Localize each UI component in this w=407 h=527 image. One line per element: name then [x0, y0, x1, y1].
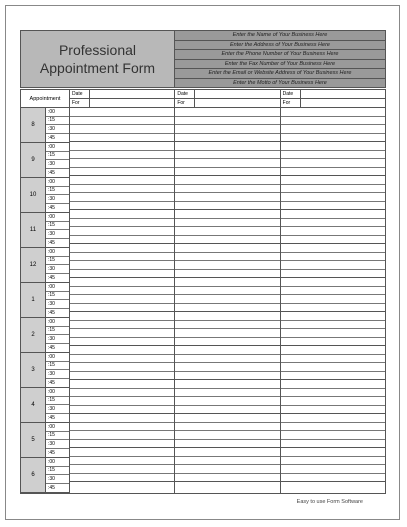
appointment-slot[interactable]	[281, 261, 385, 270]
appointment-slot[interactable]	[281, 414, 385, 423]
appointment-slot[interactable]	[175, 108, 279, 117]
minute-label: :15	[46, 327, 69, 336]
appointment-slot[interactable]	[281, 431, 385, 440]
appointment-slot[interactable]	[175, 457, 279, 466]
hour-label: 3	[21, 353, 46, 387]
day-column-header	[175, 90, 280, 107]
date-field[interactable]	[195, 90, 279, 98]
hour-block	[21, 178, 69, 213]
appointment-slot[interactable]	[175, 380, 279, 389]
form-title	[21, 31, 175, 87]
minute-label: :30	[46, 440, 69, 449]
appointment-slot[interactable]	[70, 312, 174, 321]
appointment-slot[interactable]	[175, 168, 279, 177]
appointment-slot[interactable]	[281, 176, 385, 185]
for-field[interactable]	[195, 99, 279, 107]
appointment-slot[interactable]	[175, 295, 279, 304]
appointment-slot[interactable]	[281, 108, 385, 117]
appointment-slot[interactable]	[175, 244, 279, 253]
hour-block	[21, 248, 69, 283]
appointment-slot[interactable]	[70, 474, 174, 483]
appointment-slot[interactable]	[281, 236, 385, 245]
appointment-slot[interactable]	[70, 457, 174, 466]
minute-label: :30	[46, 335, 69, 344]
minute-label: :15	[46, 292, 69, 301]
hour-block	[21, 388, 69, 423]
appointment-slot[interactable]	[70, 185, 174, 194]
appointment-slot[interactable]	[281, 151, 385, 160]
appointment-slot[interactable]	[281, 457, 385, 466]
business-address-field[interactable]: Enter the Address of Your Business Here	[175, 41, 385, 51]
minute-label: :30	[46, 300, 69, 309]
minute-label: :30	[46, 230, 69, 239]
appointment-slot[interactable]	[175, 440, 279, 449]
minute-label: :15	[46, 222, 69, 231]
appointment-slot[interactable]	[70, 346, 174, 355]
minute-label: :00	[46, 178, 69, 187]
appointment-slot[interactable]	[281, 448, 385, 457]
hour-block	[21, 143, 69, 178]
date-label: Date	[70, 90, 90, 98]
appointment-slot[interactable]	[281, 253, 385, 262]
appointment-slot[interactable]	[175, 431, 279, 440]
minute-label: :00	[46, 388, 69, 397]
time-slots	[21, 108, 385, 493]
appointment-label: Appointment	[21, 90, 70, 107]
minute-label: :15	[46, 362, 69, 371]
hour-label: 2	[21, 318, 46, 352]
hour-block	[21, 353, 69, 388]
minute-label: :15	[46, 117, 69, 126]
appointment-slot[interactable]	[175, 270, 279, 279]
minute-label: :45	[48, 134, 55, 141]
minute-label: :00	[46, 458, 69, 467]
minute-label: :15	[46, 152, 69, 161]
appointment-slot[interactable]	[175, 406, 279, 415]
minute-label: :45	[48, 239, 55, 246]
minute-label: :30	[46, 160, 69, 169]
appointment-slot[interactable]	[70, 423, 174, 432]
appointment-slot[interactable]	[175, 227, 279, 236]
appointment-slot[interactable]	[281, 338, 385, 347]
appointment-slot[interactable]	[175, 278, 279, 287]
appointment-slot[interactable]	[175, 117, 279, 126]
appointment-slot[interactable]	[281, 210, 385, 219]
appointment-slot[interactable]	[70, 304, 174, 313]
appointment-slot[interactable]	[281, 287, 385, 296]
for-label: For	[281, 99, 301, 107]
appointment-slot[interactable]	[175, 329, 279, 338]
appointment-slot[interactable]	[70, 355, 174, 364]
appointment-slot[interactable]	[70, 219, 174, 228]
appointment-slot[interactable]	[175, 159, 279, 168]
form-header	[20, 30, 386, 88]
appointment-slot[interactable]	[281, 270, 385, 279]
appointment-slot[interactable]	[70, 295, 174, 304]
appointment-slot[interactable]	[175, 363, 279, 372]
appointment-slot[interactable]	[175, 142, 279, 151]
appointment-slot[interactable]	[175, 355, 279, 364]
business-motto-field[interactable]: Enter the Motto of Your Business Here	[233, 79, 327, 86]
appointment-slot[interactable]	[281, 202, 385, 211]
appointment-slot[interactable]	[281, 397, 385, 406]
appointment-slot[interactable]	[281, 355, 385, 364]
appointment-slot[interactable]	[175, 414, 279, 423]
minute-label: :45	[48, 274, 55, 281]
appointment-slot[interactable]	[70, 448, 174, 457]
for-label: For	[70, 99, 90, 107]
appointment-grid	[20, 89, 386, 494]
for-field[interactable]	[90, 99, 174, 107]
appointment-slot[interactable]	[70, 210, 174, 219]
minute-label: :30	[46, 125, 69, 134]
appointment-slot[interactable]	[175, 304, 279, 313]
appointment-slot[interactable]	[70, 261, 174, 270]
appointment-slot[interactable]	[175, 210, 279, 219]
appointment-slot[interactable]	[70, 244, 174, 253]
appointment-slot[interactable]	[175, 372, 279, 381]
grid-header	[21, 90, 385, 108]
minute-label: :00	[46, 143, 69, 152]
hour-label: 10	[21, 178, 46, 212]
appointment-slot[interactable]	[281, 142, 385, 151]
appointment-slot[interactable]	[175, 202, 279, 211]
business-fax-field[interactable]: Enter the Fax Number of Your Business Here	[175, 60, 385, 70]
appointment-slot[interactable]	[70, 151, 174, 160]
hour-label: 9	[21, 143, 46, 177]
minute-label: :45	[48, 169, 55, 176]
hour-label: 4	[21, 388, 46, 422]
appointment-slot[interactable]	[281, 159, 385, 168]
appointment-slot[interactable]	[70, 193, 174, 202]
appointment-slot[interactable]	[175, 219, 279, 228]
appointment-slot[interactable]	[281, 278, 385, 287]
appointment-slot[interactable]	[281, 380, 385, 389]
appointment-slot[interactable]	[70, 372, 174, 381]
hour-block	[21, 458, 69, 493]
appointment-slot[interactable]	[175, 312, 279, 321]
minute-label: :00	[46, 423, 69, 432]
appointment-slot[interactable]	[281, 117, 385, 126]
date-field[interactable]	[301, 90, 385, 98]
appointment-slot[interactable]	[70, 278, 174, 287]
appointment-slot[interactable]	[70, 440, 174, 449]
hour-label: 8	[21, 108, 46, 142]
appointment-slot[interactable]	[70, 380, 174, 389]
appointment-slot[interactable]	[175, 176, 279, 185]
appointment-slot[interactable]	[175, 236, 279, 245]
title-line-1: Professional	[58, 42, 137, 58]
hour-block	[21, 318, 69, 353]
appointment-slot[interactable]	[70, 287, 174, 296]
appointment-slot[interactable]	[175, 185, 279, 194]
minute-label: :00	[46, 213, 69, 222]
minute-label: :00	[46, 318, 69, 327]
minute-label: :15	[46, 432, 69, 441]
appointment-slot[interactable]	[281, 304, 385, 313]
appointment-slot[interactable]	[175, 397, 279, 406]
hour-block	[21, 283, 69, 318]
appointment-slot[interactable]	[70, 414, 174, 423]
minute-label: :30	[46, 475, 69, 484]
appointment-slot[interactable]	[175, 287, 279, 296]
minute-label: :45	[48, 449, 55, 456]
minute-label: :30	[46, 405, 69, 414]
title-line-2: Appointment Form	[39, 60, 156, 76]
for-field[interactable]	[301, 99, 385, 107]
appointment-slot[interactable]	[70, 270, 174, 279]
appointment-slot[interactable]	[175, 474, 279, 483]
appointment-slot[interactable]	[281, 465, 385, 474]
appointment-slot[interactable]	[70, 134, 174, 143]
appointment-slot[interactable]	[175, 389, 279, 398]
appointment-slot[interactable]	[70, 329, 174, 338]
appointment-slot[interactable]	[281, 168, 385, 177]
minute-label: :15	[46, 467, 69, 476]
appointment-slot[interactable]	[175, 134, 279, 143]
minute-label: :30	[46, 195, 69, 204]
day-column	[175, 108, 280, 493]
appointment-slot[interactable]	[70, 389, 174, 398]
business-phone-field[interactable]: Enter the Phone Number of Your Business Here	[175, 50, 385, 60]
appointment-slot[interactable]	[70, 338, 174, 347]
appointment-slot[interactable]	[281, 474, 385, 483]
appointment-slot[interactable]	[281, 193, 385, 202]
for-label: For	[175, 99, 195, 107]
appointment-slot[interactable]	[175, 253, 279, 262]
appointment-slot[interactable]	[70, 168, 174, 177]
appointment-slot[interactable]	[281, 134, 385, 143]
date-label: Date	[281, 90, 301, 98]
date-label: Date	[175, 90, 195, 98]
minute-label: :45	[48, 484, 55, 491]
date-field[interactable]	[90, 90, 174, 98]
day-columns	[70, 108, 385, 493]
appointment-slot[interactable]	[70, 321, 174, 330]
appointment-slot[interactable]	[281, 406, 385, 415]
appointment-slot[interactable]	[70, 465, 174, 474]
appointment-slot[interactable]	[70, 431, 174, 440]
appointment-slot[interactable]	[281, 219, 385, 228]
minute-label: :15	[46, 187, 69, 196]
appointment-slot[interactable]	[70, 159, 174, 168]
appointment-slot[interactable]	[281, 295, 385, 304]
minute-label: :00	[46, 248, 69, 257]
footer-note: Easy to use Form Software	[296, 499, 363, 505]
day-column-header	[281, 90, 385, 107]
appointment-slot[interactable]	[281, 363, 385, 372]
business-email-field[interactable]: Enter the Email or Website Address of Your Business Here	[175, 69, 385, 79]
appointment-slot[interactable]	[281, 185, 385, 194]
minute-label: :45	[48, 309, 55, 316]
appointment-slot[interactable]	[70, 397, 174, 406]
appointment-slot[interactable]	[281, 329, 385, 338]
appointment-slot[interactable]	[70, 363, 174, 372]
appointment-slot[interactable]	[175, 193, 279, 202]
minute-label: :30	[46, 370, 69, 379]
minute-label: :45	[48, 204, 55, 211]
time-labels	[21, 108, 70, 493]
appointment-slot[interactable]	[70, 236, 174, 245]
appointment-slot[interactable]	[175, 151, 279, 160]
appointment-slot[interactable]	[175, 338, 279, 347]
appointment-slot[interactable]	[70, 406, 174, 415]
appointment-slot[interactable]	[70, 202, 174, 211]
appointment-slot[interactable]	[281, 321, 385, 330]
appointment-slot[interactable]	[175, 423, 279, 432]
appointment-slot[interactable]	[175, 346, 279, 355]
appointment-slot[interactable]	[281, 125, 385, 134]
minute-label: :30	[46, 265, 69, 274]
appointment-slot[interactable]	[281, 389, 385, 398]
appointment-slot[interactable]	[175, 125, 279, 134]
minute-label: :15	[46, 397, 69, 406]
minute-label: :00	[46, 108, 69, 117]
appointment-slot[interactable]	[175, 261, 279, 270]
hour-block	[21, 423, 69, 458]
appointment-slot[interactable]	[175, 465, 279, 474]
minute-label: :15	[46, 257, 69, 266]
appointment-slot[interactable]	[281, 227, 385, 236]
hour-label: 6	[21, 458, 46, 492]
day-column-header	[70, 90, 175, 107]
hour-label: 11	[21, 213, 46, 247]
appointment-slot[interactable]	[281, 346, 385, 355]
hour-label: 5	[21, 423, 46, 457]
appointment-slot[interactable]	[175, 321, 279, 330]
minute-label: :00	[46, 283, 69, 292]
hour-label: 1	[21, 283, 46, 317]
business-info	[175, 31, 385, 87]
appointment-slot[interactable]	[281, 312, 385, 321]
appointment-slot[interactable]	[281, 440, 385, 449]
appointment-slot[interactable]	[281, 423, 385, 432]
minute-label: :45	[48, 414, 55, 421]
appointment-slot[interactable]	[70, 176, 174, 185]
minute-label: :45	[48, 379, 55, 386]
appointment-slot[interactable]	[175, 448, 279, 457]
form-page	[5, 5, 400, 520]
day-column	[70, 108, 175, 493]
appointment-slot[interactable]	[70, 125, 174, 134]
appointment-slot[interactable]	[70, 108, 174, 117]
appointment-slot[interactable]	[70, 227, 174, 236]
day-column	[281, 108, 385, 493]
appointment-slot[interactable]	[281, 372, 385, 381]
appointment-slot[interactable]	[70, 142, 174, 151]
hour-label: 12	[21, 248, 46, 282]
appointment-slot[interactable]	[70, 253, 174, 262]
appointment-slot[interactable]	[70, 117, 174, 126]
hour-block	[21, 108, 69, 143]
hour-block	[21, 213, 69, 248]
minute-label: :00	[46, 353, 69, 362]
minute-label: :45	[48, 344, 55, 351]
appointment-slot[interactable]	[281, 244, 385, 253]
business-name-field[interactable]: Enter the Name of Your Business Here	[175, 31, 385, 41]
